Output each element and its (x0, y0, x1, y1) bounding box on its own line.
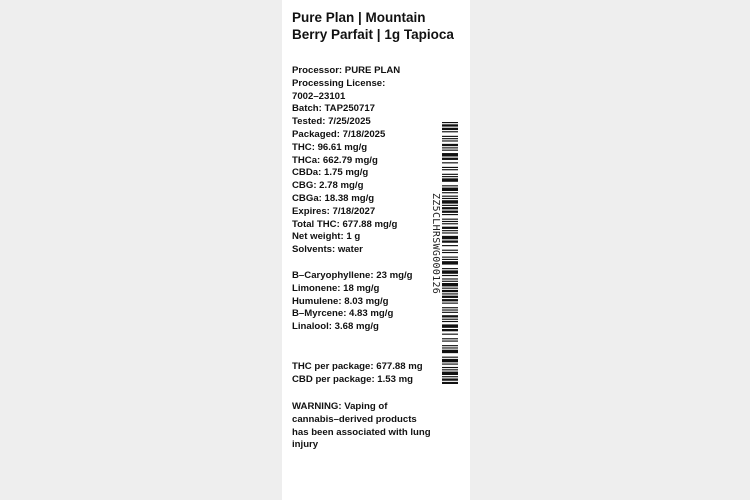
barcode-bar (442, 205, 458, 206)
terpene-item: Linalool: 3.68 mg/g (292, 321, 379, 333)
terpene-item: Humulene: 8.03 mg/g (292, 295, 389, 307)
barcode-bar (442, 319, 458, 320)
per-package-block (292, 361, 442, 387)
info-license-number: 7002–23101 (292, 90, 346, 102)
info-processor: Processor: PURE PLAN (292, 65, 401, 76)
warning-line: WARNING: Vaping of (292, 401, 388, 412)
product-info-block (292, 65, 442, 257)
barcode-bar (442, 261, 458, 264)
info-net-weight: Net weight: 1 g (292, 231, 361, 243)
info-batch: Batch: TAP250717 (292, 103, 376, 115)
barcode-bar (442, 211, 458, 213)
barcode-bar (442, 236, 458, 239)
barcode-bar (442, 290, 458, 292)
barcode-bar (442, 345, 458, 346)
barcode-bar (442, 223, 458, 224)
terpene-item: Limonene: 18 mg/g (292, 282, 380, 294)
warning-line: cannabis–derived products (292, 413, 417, 425)
barcode-bar (442, 124, 458, 126)
barcode-bar (442, 283, 458, 286)
barcode-bar (442, 252, 458, 253)
barcode-bar (442, 240, 458, 242)
product-title-line-2: Berry Parfait | 1g Tapioca (292, 27, 454, 42)
info-cbda: CBDa: 1.75 mg/g (292, 167, 369, 179)
barcode-bar (442, 257, 458, 258)
barcode-bar (442, 144, 458, 146)
barcode-bar (442, 270, 458, 273)
barcode-bar (442, 341, 458, 342)
info-packaged-date: Packaged: 7/18/2025 (292, 128, 386, 140)
barcode-bar (442, 278, 458, 279)
barcode-bar (442, 198, 458, 199)
warning-line: has been associated with lung (292, 426, 431, 438)
barcode-bar (442, 174, 458, 175)
barcode-bar (442, 288, 458, 289)
barcode-bar (442, 147, 458, 148)
barcode-bar (442, 122, 458, 123)
barcode-bar (442, 372, 458, 375)
barcode-bar (442, 169, 458, 170)
barcode-bar (442, 321, 458, 322)
barcode-bar (442, 259, 458, 260)
terpene-item: B–Myrcene: 4.83 mg/g (292, 308, 394, 320)
product-label (282, 0, 470, 500)
info-thc: THC: 96.61 mg/g (292, 141, 368, 153)
barcode-bar (442, 207, 458, 209)
barcode-bar (442, 338, 458, 339)
info-license-label: Processing License: (292, 77, 386, 89)
product-title (292, 9, 468, 43)
barcode-bar (442, 219, 458, 220)
barcode-bar (442, 250, 458, 251)
barcode-value: ZZ5CLHRSWG000126 (430, 193, 441, 295)
barcode-bar (442, 230, 458, 231)
barcode-bar (442, 299, 458, 301)
barcode-bar (442, 196, 458, 197)
barcode-bar (442, 153, 458, 156)
barcode-bar (442, 232, 458, 233)
barcode-bar (442, 359, 458, 362)
barcode-bar (442, 309, 458, 310)
barcode-bar (442, 162, 458, 163)
barcode-bar (442, 347, 458, 348)
barcode-bar (442, 312, 458, 313)
barcode-bar (442, 315, 458, 317)
barcode-bar (442, 268, 458, 269)
barcode-bar (442, 293, 458, 294)
barcode-bar (442, 382, 458, 384)
barcode-bar (442, 367, 458, 368)
barcode-bar (442, 131, 458, 132)
info-cbg: CBG: 2.78 mg/g (292, 180, 364, 192)
terpene-item: B–Caryophyllene: 23 mg/g (292, 270, 413, 281)
barcode-bar (442, 136, 458, 137)
barcode-bar (442, 369, 458, 370)
info-thca: THCa: 662.79 mg/g (292, 154, 378, 166)
info-tested-date: Tested: 7/25/2025 (292, 116, 371, 128)
barcode-bar (442, 188, 458, 191)
barcode-bar (442, 364, 458, 365)
barcode (428, 122, 464, 384)
barcode-bar (442, 221, 458, 222)
barcode-bar (442, 200, 458, 203)
barcode-bar (442, 140, 458, 141)
terpenes-block (292, 270, 442, 334)
barcode-bar (442, 329, 458, 331)
barcode-bar (442, 307, 458, 308)
barcode-bar (442, 214, 458, 215)
barcode-bar (442, 245, 458, 246)
info-cbga: CBGa: 18.38 mg/g (292, 192, 375, 204)
barcode-bar (442, 378, 458, 380)
barcode-bar (442, 376, 458, 377)
barcode-bar (442, 281, 458, 282)
thc-per-package: THC per package: 677.88 mg (292, 361, 423, 372)
barcode-bar (442, 150, 458, 151)
barcode-bar (442, 350, 458, 353)
info-total-thc: Total THC: 677.88 mg/g (292, 218, 398, 230)
barcode-bar (442, 176, 458, 177)
barcode-bar (442, 185, 458, 186)
warning-line: injury (292, 439, 319, 451)
barcode-bar (442, 324, 458, 327)
barcode-bar (442, 178, 458, 181)
warning-block (292, 401, 442, 452)
barcode-bar (442, 357, 458, 358)
barcode-bar (442, 138, 458, 139)
product-title-line-1: Pure Plan | Mountain (292, 10, 426, 25)
barcode-bar (442, 296, 458, 298)
barcode-bar (442, 158, 458, 160)
barcode-bar (442, 227, 458, 229)
info-solvents: Solvents: water (292, 244, 363, 256)
cbd-per-package: CBD per package: 1.53 mg (292, 373, 414, 385)
barcode-bar (442, 167, 458, 168)
barcode-bar (442, 334, 458, 335)
info-expires: Expires: 7/18/2027 (292, 205, 376, 217)
barcode-bar (442, 275, 458, 276)
barcode-bar (442, 303, 458, 304)
barcode-bar (442, 192, 458, 193)
barcode-graphic (428, 122, 464, 384)
barcode-bar (442, 128, 458, 130)
